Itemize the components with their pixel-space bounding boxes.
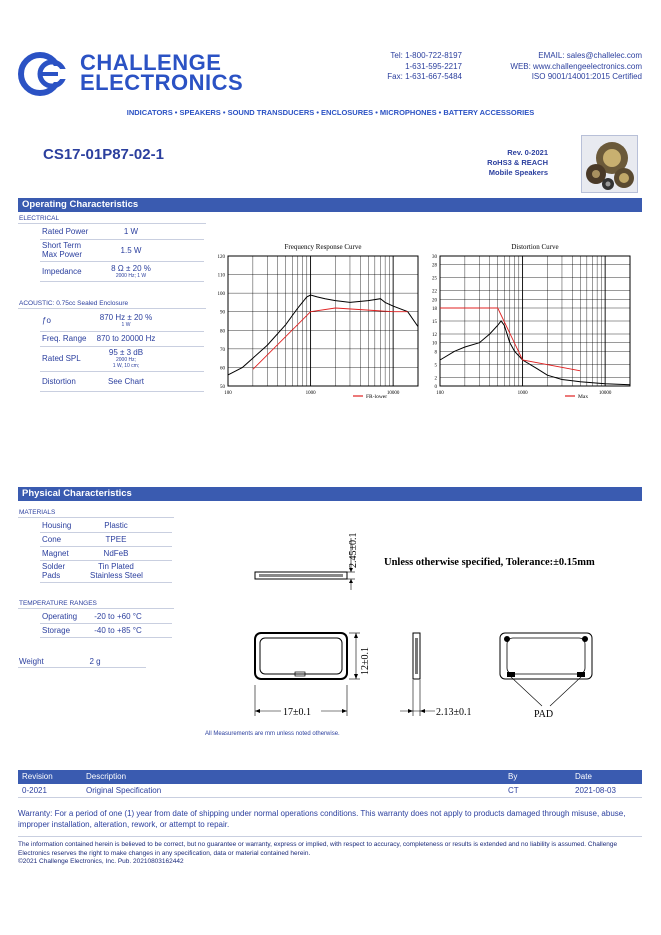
row-divider — [40, 582, 172, 583]
spec-label: Solder Pads — [42, 562, 66, 580]
legend-label: Max — [578, 394, 589, 400]
logo-mark-icon — [18, 52, 78, 96]
y-tick-label: 22 — [432, 289, 437, 295]
spec-condition: 2000 Hz; 1 W — [115, 272, 147, 279]
company-logo — [18, 52, 258, 96]
x-tick-label: 1000 — [305, 391, 316, 396]
spec-label: Distortion — [42, 376, 76, 386]
y-tick-label: 25 — [432, 276, 437, 282]
spec-value: TPEE — [105, 534, 127, 544]
spec-label: Freq. Range — [42, 334, 87, 343]
y-tick-label: 5 — [434, 363, 437, 369]
y-tick-label: 90 — [220, 310, 225, 316]
spec-value: NdFeB — [103, 548, 129, 558]
spec-label: ƒo — [42, 315, 51, 325]
web-block — [470, 51, 642, 83]
spec-value: Plastic — [104, 520, 128, 530]
part-number: CS17-01P87-02-1 — [43, 146, 164, 163]
spec-value: -40 to +85 °C — [94, 625, 142, 635]
iso-cert: ISO 9001/14001:2015 Certified — [531, 72, 642, 81]
distortion-chart — [422, 240, 634, 405]
dim-depth-label: 2.13±0.1 — [436, 707, 472, 718]
y-tick-label: 8 — [434, 350, 437, 356]
spec-label: Housing — [42, 520, 72, 530]
materials-label: MATERIALS — [19, 509, 56, 516]
cell-by: CT — [508, 786, 519, 795]
chart-title: Frequency Response Curve — [284, 243, 362, 251]
spec-value: 1.5 W — [120, 245, 142, 255]
col-date: Date — [575, 772, 592, 781]
y-tick-label: 10 — [432, 341, 437, 347]
category-label: Mobile Speakers — [488, 168, 548, 177]
y-tick-label: 18 — [432, 307, 437, 312]
row-divider — [40, 637, 172, 638]
side-view — [400, 633, 435, 716]
row-divider — [40, 331, 204, 332]
row-divider — [40, 391, 204, 392]
revision-label: Rev. 0-2021 — [507, 148, 548, 157]
copyright-text: ©2021 Challenge Electronics, Inc. Pub. 20210803162442 — [18, 858, 184, 865]
x-tick-label: 10000 — [598, 391, 612, 396]
operating-header: Operating Characteristics — [18, 198, 642, 212]
y-tick-label: 12 — [432, 333, 437, 338]
spec-label: Magnet — [42, 548, 69, 558]
email-link[interactable]: EMAIL: sales@challelec.com — [538, 51, 642, 60]
spec-label: Rated Power — [42, 227, 89, 236]
row-divider — [40, 239, 204, 240]
compliance-label: RoHS3 & REACH — [487, 158, 548, 167]
table-row — [18, 786, 642, 798]
pad-label: PAD — [534, 709, 554, 720]
cell-description: Original Specification — [86, 786, 162, 795]
x-tick-label: 10000 — [386, 391, 400, 396]
spec-value: 870 Hz ± 20 % — [99, 312, 153, 322]
side-profile — [255, 538, 355, 590]
legend-label: FR-lower — [366, 394, 388, 400]
y-tick-label: 100 — [217, 292, 225, 298]
spec-label: Short Term Max Power — [42, 241, 83, 259]
y-tick-label: 15 — [432, 320, 437, 325]
row-divider — [40, 560, 172, 561]
y-tick-label: 80 — [220, 329, 225, 335]
dim-width-label: 17±0.1 — [283, 707, 311, 718]
row-divider — [40, 546, 172, 547]
x-tick-label: 1000 — [517, 391, 528, 396]
row-divider — [40, 346, 204, 347]
col-revision: Revision — [22, 772, 53, 781]
spec-label: Cone — [42, 534, 62, 544]
spec-label: Operating — [42, 611, 78, 621]
spec-value: 95 ± 3 dB — [108, 348, 144, 357]
y-tick-label: 30 — [432, 255, 437, 260]
spec-value: Tin Plated Stainless Steel — [90, 562, 143, 580]
dim-height-label: 2.45±0.1 — [348, 532, 359, 568]
spec-label: Impedance — [42, 266, 82, 276]
measurement-note: All Measurements are mm unless noted otherwise. — [205, 731, 340, 737]
row-divider — [40, 261, 204, 262]
spec-label: Rated SPL — [42, 354, 81, 363]
spec-label: Storage — [42, 625, 71, 635]
spec-value: 8 Ω ± 20 % — [111, 263, 151, 273]
col-description: Description — [86, 772, 127, 781]
row-divider — [40, 623, 172, 624]
product-meta — [440, 148, 548, 178]
y-tick-label: 120 — [217, 255, 225, 260]
physical-header: Physical Characteristics — [18, 487, 642, 501]
y-tick-label: 0 — [434, 385, 437, 390]
temperature-label: TEMPERATURE RANGES — [19, 600, 97, 607]
col-by: By — [508, 772, 518, 781]
acoustic-label: ACOUSTIC: 0.75cc Sealed Enclosure — [19, 300, 129, 307]
company-name-line2: ELECTRONICS — [80, 70, 244, 95]
revision-table-header — [18, 770, 642, 784]
phone-block — [360, 51, 462, 83]
spec-value: 1 W — [123, 227, 139, 236]
row-divider — [40, 532, 172, 533]
row-divider — [40, 281, 204, 282]
tolerance-note: Unless otherwise specified, Tolerance:±0.15mm — [384, 557, 595, 568]
cell-date: 2021-08-03 — [575, 786, 616, 795]
dim-h2-label: 12±0.1 — [360, 647, 371, 675]
bottom-view — [500, 633, 592, 706]
spec-condition: 2000 Hz; 1 W, 10 cm; — [112, 357, 140, 369]
weight-value: 2 g — [89, 657, 101, 666]
web-link[interactable]: WEB: www.challengeelectronics.com — [510, 61, 642, 71]
y-tick-label: 50 — [220, 385, 225, 390]
spec-value: 870 to 20000 Hz — [96, 334, 156, 343]
top-view — [255, 633, 360, 716]
disclaimer-text: The information contained herein is believed to be correct, but no guarantee or warranty, express or implied, with respect to accuracy, completeness or results is extended and no liability is assumed. Challenge Electronics reserves the right to make changes in any specification, data or material contained herein. — [18, 841, 618, 857]
weight-label: Weight — [19, 657, 44, 666]
spec-condition: 1 W — [121, 321, 131, 328]
phone2: 1-631-595-2217 — [405, 61, 462, 71]
frequency-response-chart — [210, 240, 422, 405]
x-tick-label: 100 — [224, 391, 232, 396]
y-tick-label: 2 — [434, 376, 437, 382]
warranty-text: Warranty: For a period of one (1) year from date of shipping under normal operations conditions. This warranty does not apply to products damaged through misuse, abuse, improper installation, alteration, rework, or attempt to repair. — [18, 809, 626, 829]
category-nav: INDICATORS • SPEAKERS • SOUND TRANSDUCERS • ENCLOSURES • MICROPHONES • BATTERY ACCESSORIES — [126, 108, 535, 117]
chart-title: Distortion Curve — [511, 243, 559, 251]
y-tick-label: 60 — [220, 366, 225, 372]
electrical-label: ELECTRICAL — [19, 215, 60, 222]
y-tick-label: 70 — [220, 347, 225, 353]
product-image — [581, 135, 638, 193]
y-tick-label: 28 — [432, 263, 437, 269]
fax: Fax: 1-631-667-5484 — [387, 72, 462, 81]
cell-revision: 0-2021 — [22, 786, 47, 795]
spec-value: -20 to +60 °C — [94, 611, 142, 621]
company-name-line1: CHALLENGE — [80, 50, 222, 75]
x-tick-label: 100 — [436, 391, 444, 396]
tel: Tel: 1-800-722-8197 — [390, 51, 462, 60]
row-divider — [40, 371, 204, 372]
mechanical-drawing — [245, 520, 645, 725]
spec-value: See Chart — [107, 376, 145, 386]
y-tick-label: 20 — [432, 298, 437, 304]
y-tick-label: 110 — [217, 273, 225, 279]
